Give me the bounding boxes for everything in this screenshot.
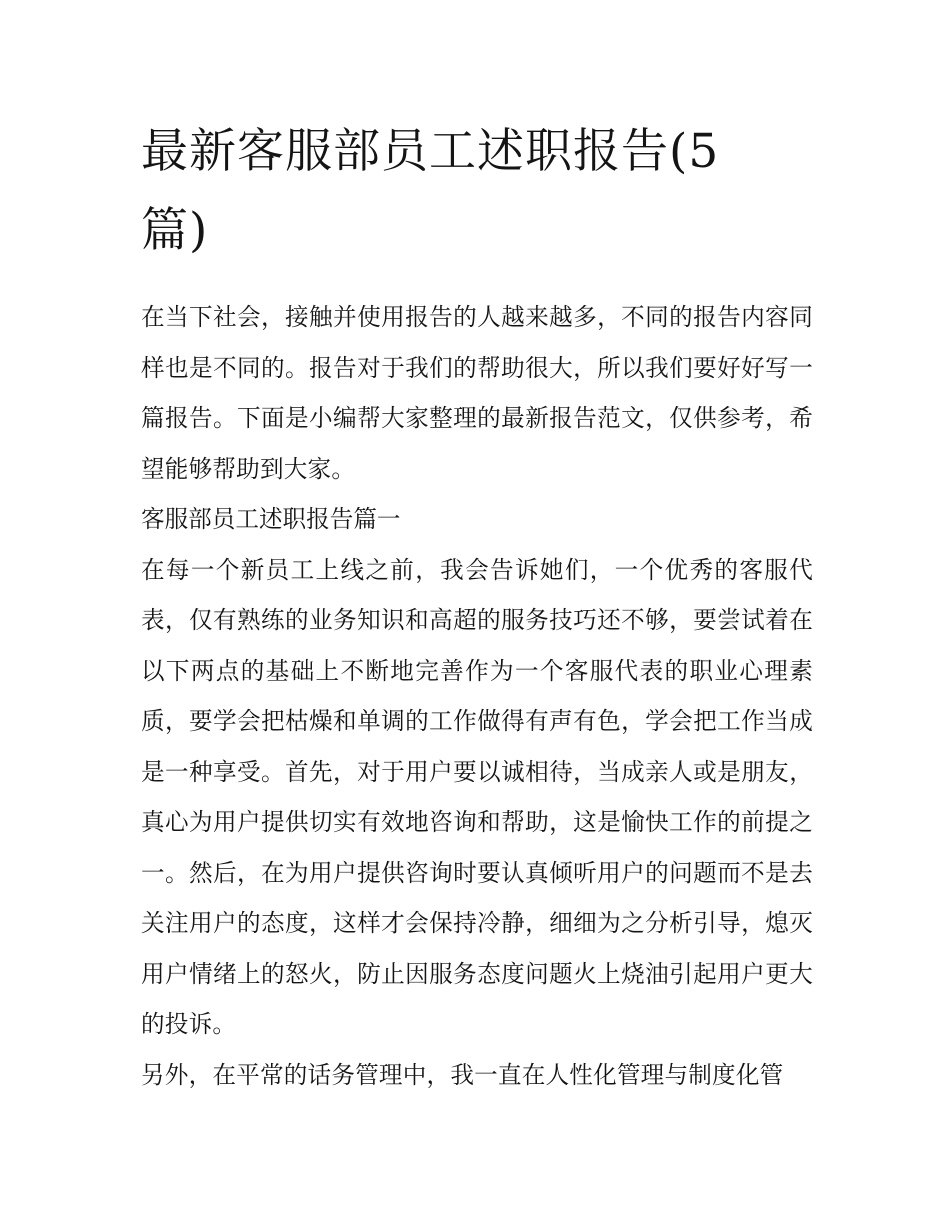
section-heading: 客服部员工述职报告篇一	[141, 505, 401, 533]
document-page	[141, 112, 813, 1100]
document-title: 最新客服部员工述职报告(5篇)	[141, 124, 720, 258]
body-paragraph-2: 另外，在平常的话务管理中，我一直在人性化管理与制度化管	[141, 1060, 784, 1089]
intro-paragraph: 在当下社会，接触并使用报告的人越来越多，不同的报告内容同样也是不同的。报告对于我们的帮助很大，所以我们要好好写一篇报告。下面是小编帮大家整理的最新报告范文，仅供参考，希望能够帮助到大家。	[141, 303, 813, 483]
body-paragraph-1: 在每一个新员工上线之前，我会告诉她们，一个优秀的客服代表，仅有熟练的业务知识和高超的服务技巧还不够，要尝试着在以下两点的基础上不断地完善作为一个客服代表的职业心理素质，要学会把枯燥和单调的工作做得有声有色，学会把工作当成是一种享受。首先，对于用户要以诚相待，当成亲人或是朋友，真心为用户提供切实有效地咨询和帮助，这是愉快工作的前提之一。然后，在为用户提供咨询时要认真倾听用户的问题而不是去关注用户的态度，这样才会保持冷静，细细为之分析引导，熄灭用户情绪上的怒火，防止因服务态度问题火上烧油引起用户更大的投诉。	[141, 555, 813, 1038]
